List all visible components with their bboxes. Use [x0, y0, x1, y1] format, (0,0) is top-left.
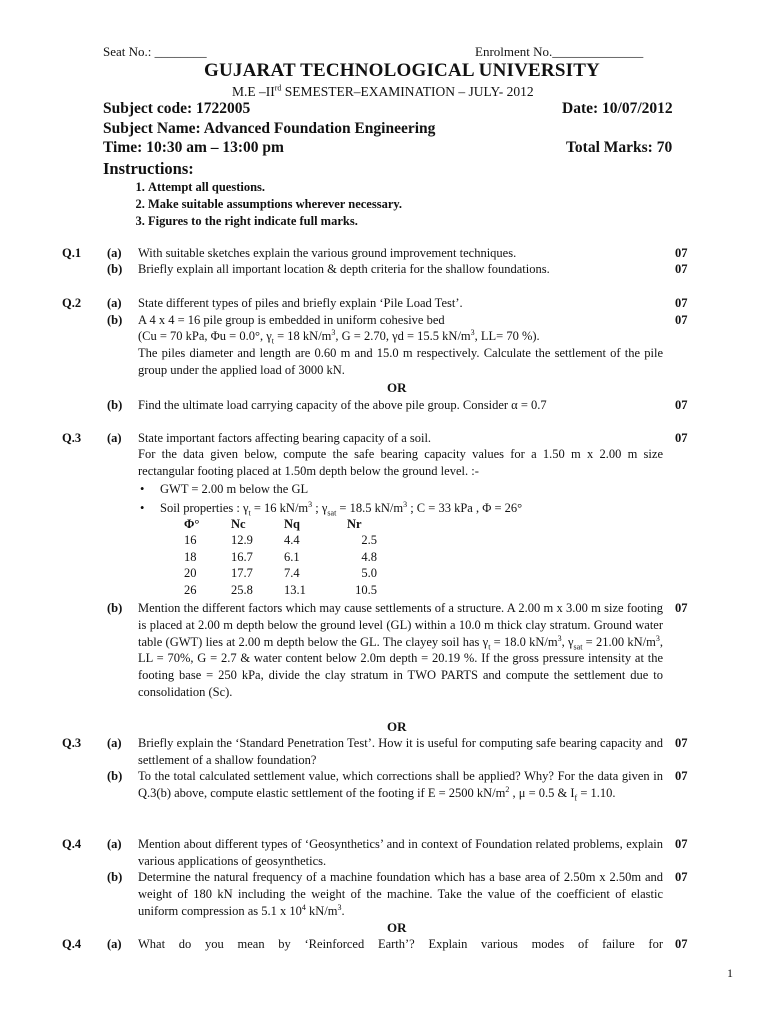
bearing-capacity-table: [184, 516, 377, 599]
marks: 07: [675, 769, 688, 783]
part-label: (a): [107, 431, 122, 445]
question-number: Q.4: [62, 937, 82, 951]
question-text: Find the ultimate load carrying capacity of the above pile group. Consider α = 0.7: [138, 398, 547, 412]
column-header: Nr: [347, 516, 362, 531]
marks: 07: [675, 313, 688, 327]
instructions-title: Instructions:: [103, 159, 194, 178]
bullet: •: [140, 501, 145, 515]
table-row: [184, 566, 377, 583]
table-cell: 7.4: [284, 566, 300, 581]
marks: 07: [675, 937, 688, 951]
question-text: Determine the natural frequency of a machine foundation which has a base area of 2.50m x 2.50m and weight of 180 kN including the weight of the machine. Take the value of the coefficient of elastic uniform compression as 5.1 x $10^4$ $kN/m^3$.: [138, 870, 663, 918]
question-text: Briefly explain the ‘Standard Penetration Test’. How it is useful for computing safe bearing capacity and settlement of a shallow foundation?: [138, 736, 663, 767]
table-cell: 12.9: [231, 533, 253, 548]
question-text: To the total calculated settlement value, which corrections shall be applied? Why? For the data given in Q.3(b) above, compute elastic settlement of the footing if E = 2500 $kN/m^2$ , μ = 0.5 & $I_f = 1.10$.: [138, 769, 663, 803]
marks: 07: [675, 837, 688, 851]
table-cell: 17.7: [231, 566, 253, 581]
page-number: 1: [727, 966, 733, 980]
table-cell: 18: [184, 549, 197, 564]
part-label: (b): [107, 601, 123, 615]
marks: 07: [675, 870, 688, 884]
exam-title: M.E –IIrd SEMESTER–EXAMINATION – JULY- 2012: [232, 83, 534, 99]
question-text: Mention about different types of ‘Geosynthetics’ and in context of Foundation related problems, explain various applications of geosynthetics.: [138, 837, 663, 868]
question-number: Q.2: [62, 296, 82, 310]
question-number: Q.4: [62, 837, 82, 851]
table-cell: 2.5: [361, 533, 377, 548]
table-cell: 10.5: [355, 582, 377, 597]
enrolment-number-field: Enrolment No.______________: [475, 44, 644, 59]
table-cell: 5.0: [361, 566, 377, 581]
marks: 07: [675, 296, 688, 310]
table-cell: 4.8: [361, 549, 377, 564]
question-text: What do you mean by ‘Reinforced Earth’? Explain various modes of failure for: [138, 937, 663, 951]
question-number: Q.1: [62, 246, 82, 260]
part-label: (b): [107, 769, 123, 783]
question-text: With suitable sketches explain the various ground improvement techniques.: [138, 246, 517, 260]
university-title: GUJARAT TECHNOLOGICAL UNIVERSITY: [204, 60, 600, 81]
question-text: Briefly explain all important location & depth criteria for the shallow foundations.: [138, 262, 550, 276]
instruction-item: 3. Figures to the right indicate full marks.: [148, 213, 402, 230]
part-label: (b): [107, 398, 123, 412]
bullet: •: [140, 482, 145, 496]
question-text: State different types of piles and briefly explain ‘Pile Load Test’.: [138, 296, 463, 310]
question-text: A 4 x 4 = 16 pile group is embedded in uniform cohesive bed: [138, 313, 445, 327]
or-separator: OR: [387, 380, 407, 395]
part-label: (a): [107, 837, 122, 851]
or-separator: OR: [387, 719, 407, 734]
instruction-item: 2. Make suitable assumptions wherever necessary.: [148, 196, 402, 213]
question-number: Q.3: [62, 736, 82, 750]
question-text: For the data given below, compute the safe bearing capacity values for a 1.50 m x 2.00 m size rectangular footing placed at 1.50m depth below the ground level. :-: [138, 447, 663, 478]
marks: 07: [675, 431, 688, 445]
table-row: [184, 582, 377, 599]
part-label: (a): [107, 736, 122, 750]
marks: 07: [675, 398, 688, 412]
part-label: (b): [107, 313, 123, 327]
question-text: State important factors affecting bearing capacity of a soil.: [138, 431, 432, 445]
table-cell: 25.8: [231, 582, 253, 597]
table-cell: 13.1: [284, 582, 306, 597]
bullet-text: Soil properties : $\gamma_t = 16$ $kN/m^3$ ; $\gamma_{sat} = 18.5$ $kN/m^3$ ; C = 33 kPa , Φ = 26°: [160, 499, 523, 518]
table-cell: 16: [184, 533, 197, 548]
marks: 07: [675, 262, 688, 276]
table-cell: 16.7: [231, 549, 253, 564]
table-cell: 26: [184, 582, 197, 597]
exam-time: Time: 10:30 am – 13:00 pm: [103, 139, 284, 156]
part-label: (a): [107, 246, 122, 260]
question-text: The piles diameter and length are 0.60 m and 15.0 m respectively. Calculate the settlement of the pile group under the applied load of 3000 kN.: [138, 346, 663, 377]
table-cell: 4.4: [284, 533, 300, 548]
bullet-text: GWT = 2.00 m below the GL: [160, 482, 309, 496]
seat-number-field: Seat No.: ________: [103, 44, 207, 59]
subject-code: Subject code: 1722005: [103, 100, 251, 117]
table-row: [184, 549, 377, 566]
instruction-item: 1. Attempt all questions.: [148, 179, 402, 196]
instructions-list: [108, 179, 402, 230]
question-text: (Cu = 70 kPa, Φu = 0.0°, $\gamma_t = 18$ $kN/m^3$, G = 2.70, γd = 15.5 $kN/m^3$, LL= 70 %).: [138, 327, 540, 346]
marks: 07: [675, 736, 688, 750]
part-label: (a): [107, 937, 122, 951]
subject-name: Subject Name: Advanced Foundation Engineering: [103, 120, 436, 137]
table-header-row: [184, 516, 377, 533]
marks: 07: [675, 246, 688, 260]
column-header: Nc: [231, 516, 246, 531]
marks: 07: [675, 601, 688, 615]
question-number: Q.3: [62, 431, 82, 445]
table-row: [184, 533, 377, 550]
column-header: Nq: [284, 516, 300, 531]
part-label: (b): [107, 262, 123, 276]
part-label: (b): [107, 870, 123, 884]
exam-date: Date: 10/07/2012: [562, 100, 673, 117]
table-cell: 20: [184, 566, 197, 581]
total-marks: Total Marks: 70: [566, 139, 673, 156]
question-text: Mention the different factors which may cause settlements of a structure. A 2.00 m x 3.00 m size footing is placed at 2.00 m depth below the ground level (GL) within a 10.0 m thick clay stratum. Ground water table (GWT) lies at 2.00 m depth below the GL. The clayey soil has $\gamma_t = 18.0$ $kN/m^3$, $\gamma_{sat} = 21.00$ $kN/m^3$, LL = 70%, G = 2.7 & water content below 2.0m depth = 20.19 %. If the gross pressure intensity at the footing base = 250 kPa, divide the clay stratum in TWO PARTS and compute the settlement due to consolidation (Sc).: [138, 601, 663, 699]
table-cell: 6.1: [284, 549, 300, 564]
part-label: (a): [107, 296, 122, 310]
column-header: Φ°: [184, 516, 200, 531]
or-separator: OR: [387, 920, 407, 935]
